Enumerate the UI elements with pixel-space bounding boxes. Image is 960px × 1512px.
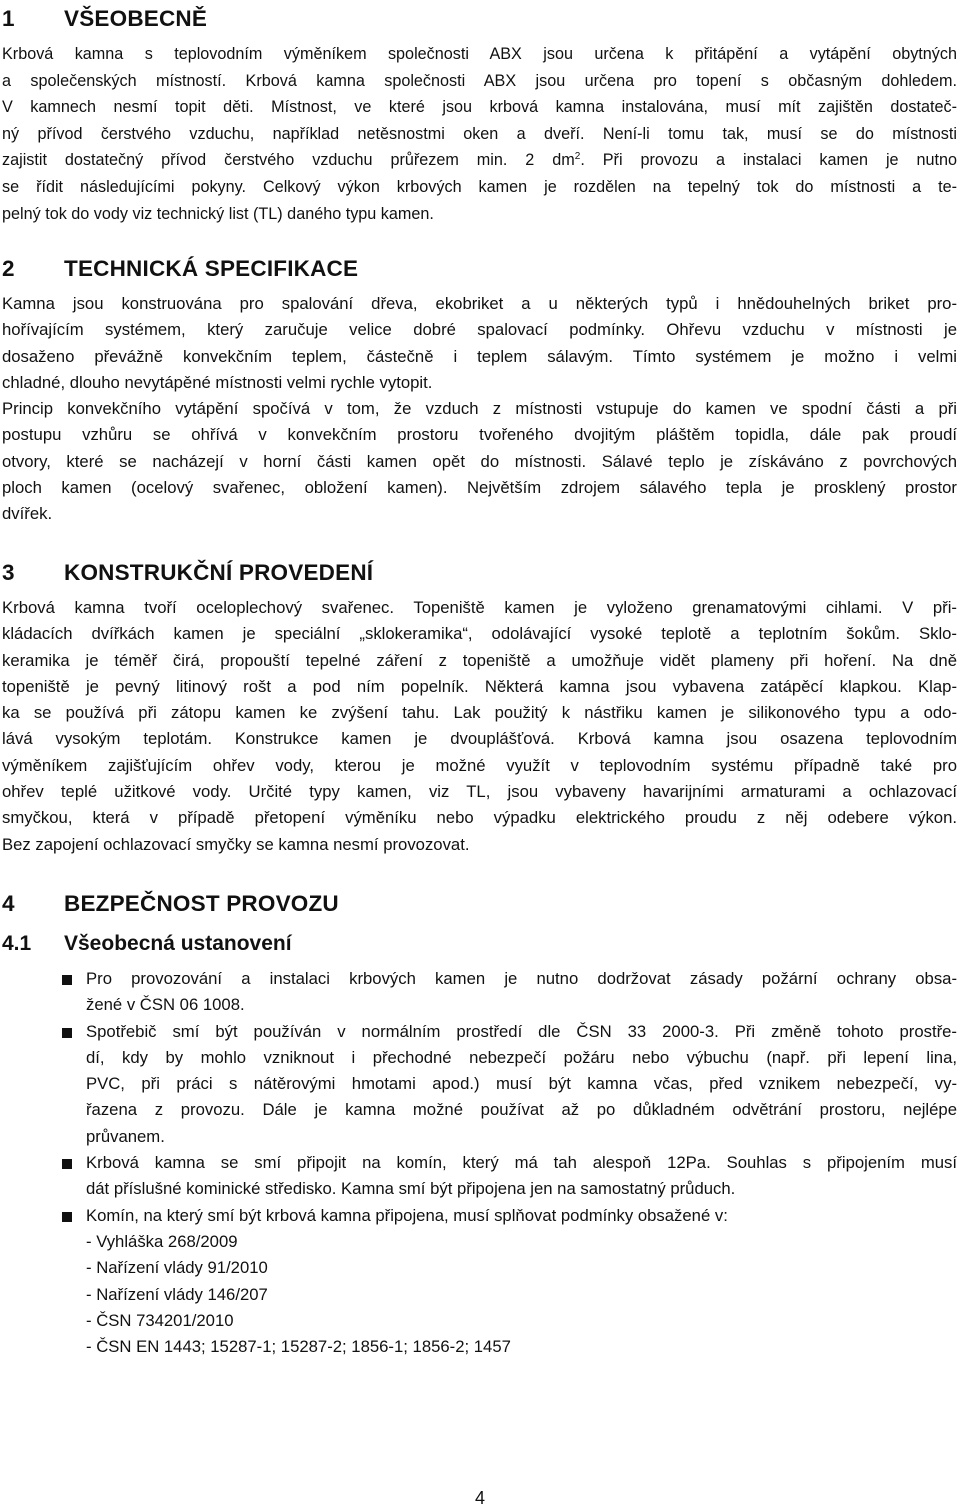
paragraph-line: dvířek.: [2, 504, 53, 524]
paragraph-line: topeniště je pevný litinový rošt a pod ním popelník. Některá kamna jsou vybavena zatápěcí klapkou. Klap-: [2, 676, 957, 696]
line-head: zajistit dostatečný přívod čerstvého vzduchu průřezem min. 2 dm: [2, 151, 575, 170]
section-number: 1: [2, 6, 15, 31]
section-2-body: [2, 291, 957, 528]
section-2: [2, 254, 957, 284]
bullet-item: [0, 966, 957, 1019]
section-number: 4: [2, 891, 15, 916]
paragraph-line: Krbová kamna s teplovodním výměníkem společnosti ABX jsou určena k přitápění a vytápění obytných: [2, 45, 957, 63]
paragraph-line: Princip konvekčního vytápění spočívá v tom, že vzduch z místnosti vstupuje do kamen ve spodní části a při: [2, 399, 957, 419]
paragraph-line: otvory, které se nacházejí v horní části kamen opět do místnosti. Sálavé teplo je získáváno z povrchových: [2, 451, 957, 471]
bullet-line: průvanem.: [86, 1126, 165, 1146]
bullet-line: Krbová kamna se smí připojit na komín, který má tah alespoň 12Pa. Souhlas s připojením musí: [86, 1153, 957, 1173]
section-1-body: [2, 41, 957, 227]
section-title: TECHNICKÁ SPECIFIKACE: [64, 256, 359, 281]
paragraph-line: keramika je téměř čirá, propouští tepelné záření z topeniště a umožňuje vidět plameny při hoření. Na dně: [2, 650, 957, 670]
paragraph-line: Kamna jsou konstruována pro spalování dřeva, ekobriket a u některých typů i hnědouhelných briket pro-: [2, 294, 957, 313]
dash-list-item: - Vyhláška 268/2009: [86, 1231, 238, 1251]
page-number: 4: [474, 1488, 485, 1508]
paragraph-line: ka se používá při zátopu kamen ke zvýšení tahu. Lak použitý k nástřiku kamen je silikonového typu a odo-: [2, 703, 957, 723]
section-title: KONSTRUKČNÍ PROVEDENÍ: [64, 560, 374, 585]
paragraph-line: pelný tok do vody viz technický list (TL) daného typu kamen.: [2, 204, 434, 223]
section-title: BEZPEČNOST PROVOZU: [64, 891, 339, 916]
dash-list-item: - ČSN 734201/2010: [86, 1310, 234, 1330]
section-title: VŠEOBECNĚ: [64, 6, 208, 31]
paragraph-line: Krbová kamna tvoří oceloplechový svařenec. Topeniště kamen je vyloženo grenamatovými cihlami. V při-: [2, 598, 957, 617]
subsection-number: 4.1: [2, 932, 32, 955]
section-number: 2: [2, 256, 15, 281]
paragraph-line: se řídit následujícími pokyny. Celkový výkon krbových kamen je rozdělen na tepelný tok do místnosti a te-: [2, 177, 957, 196]
paragraph-line: ploch kamen (ocelový svařenec, obložení kamen). Největším zdrojem sálavého tepla je prosklený prostor: [2, 478, 957, 498]
paragraph-line-with-superscript: [2, 147, 957, 174]
dash-list-item: - ČSN EN 1443; 15287-1; 15287-2; 1856-1; 1856-2; 1457: [86, 1337, 511, 1357]
paragraph-line: a společenských místností. Krbová kamna společnosti ABX jsou určena pro topení s občasným dohledem.: [2, 71, 957, 90]
subsection-title: Všeobecná ustanovení: [64, 932, 292, 955]
bullet-line: Komín, na který smí být krbová kamna připojena, musí splňovat podmínky obsažené v:: [86, 1205, 728, 1225]
square-bullet-icon: [62, 975, 72, 985]
bullet-line: žené v ČSN 06 1008.: [86, 995, 245, 1015]
bullet-list: [0, 966, 957, 1360]
paragraph-line: lává vysokým teplotám. Konstrukce kamen je dvouplášťová. Krbová kamna jsou osazena teplovodním: [2, 729, 957, 749]
superscript: 2: [574, 151, 581, 163]
bullet-line: dát příslušné kominické středisko. Kamna smí být připojena jen na samostatný průduch.: [86, 1179, 736, 1199]
bullet-item: [0, 1019, 957, 1150]
dash-list: [0, 1229, 957, 1360]
section-1-heading: [2, 4, 957, 34]
dash-list-item: - Nařízení vlády 91/2010: [86, 1258, 268, 1278]
bullet-line: řazena z provozu. Dále je kamna možné používat až po důkladném odvětrání prostoru, nejlépe: [86, 1100, 957, 1120]
section-number: 3: [2, 560, 15, 585]
bullet-item: [0, 1150, 957, 1203]
paragraph-line: smyčkou, která v případě přetopení výměníku nebo výpadku elektrického proudu z něj odebere výkon.: [2, 808, 957, 828]
section-3-body: [2, 595, 957, 858]
subsection-heading: [2, 930, 957, 958]
section-4: [2, 889, 957, 919]
paragraph-line: výměníkem zajišťujícím ohřev vody, kterou je možné využít v teplovodním systému případně také pro: [2, 755, 957, 775]
bullet-item: [0, 1203, 957, 1229]
paragraph-line: chladné, dlouho nevytápěné místnosti velmi rychle vytopit.: [2, 372, 433, 392]
section-3-heading: [2, 558, 957, 588]
paragraph-line: kládacích dvířkách kamen je speciální „sklokeramika“, odolávající vysoké teplotě a teplotním šokům. Sklo-: [2, 624, 957, 644]
paragraph-line: V kamnech nesmí topit děti. Místnost, ve které jsou krbová kamna instalována, musí mít zajištěn dostateč-: [2, 98, 957, 117]
subsection-4-1: [2, 930, 957, 958]
section-2-heading: [2, 254, 957, 284]
bullet-line: Pro provozování a instalaci krbových kamen je nutno dodržovat zásady požární ochrany obsa-: [86, 969, 957, 988]
paragraph-line: ný přívod čerstvého vzduchu, například netěsnostmi oken a dveří. Není-li tomu tak, musí se do místnosti: [2, 124, 957, 143]
section-4-heading: [2, 889, 957, 919]
section-3: [2, 558, 957, 588]
square-bullet-icon: [62, 1159, 72, 1169]
bullet-line: PVC, při práci s nátěrovými hmotami apod.) musí být kamna včas, před vznikem nebezpečí, vy-: [86, 1074, 957, 1094]
paragraph-line: Bez zapojení ochlazovací smyčky se kamna nesmí provozovat.: [2, 834, 470, 854]
paragraph-line: ohřev teplé užitkové vody. Určité typy kamen, viz TL, jsou vybaveny havarijními armaturami a ochlazovací: [2, 782, 957, 802]
line-tail: . Při provozu a instalaci kamen je nutno: [580, 151, 957, 170]
section-1: [2, 4, 957, 34]
square-bullet-icon: [62, 1212, 72, 1222]
bullet-line: Spotřebič smí být používán v normálním prostředí dle ČSN 33 2000-3. Při změně tohoto prostře-: [86, 1021, 957, 1041]
dash-list-item: - Nařízení vlády 146/207: [86, 1284, 268, 1304]
square-bullet-icon: [62, 1028, 72, 1038]
paragraph-line: dosaženo převážně konvekčním teplem, částečně i teplem sálavým. Tímto systémem je možno i velmi: [2, 346, 957, 366]
paragraph-line: postupu vzhůru se ohřívá v konvekčním prostoru tvořeného dvojitým pláštěm topidla, dále pak proudí: [2, 425, 957, 445]
bullet-line: dí, kdy by mohlo vzniknout i přechodné nebezpečí požáru nebo výbuchu (např. při lepení lina,: [86, 1047, 957, 1067]
paragraph-line: hořívajícím systémem, který zaručuje velice dobré spalovací podmínky. Ohřevu vzduchu v místnosti je: [2, 320, 957, 340]
